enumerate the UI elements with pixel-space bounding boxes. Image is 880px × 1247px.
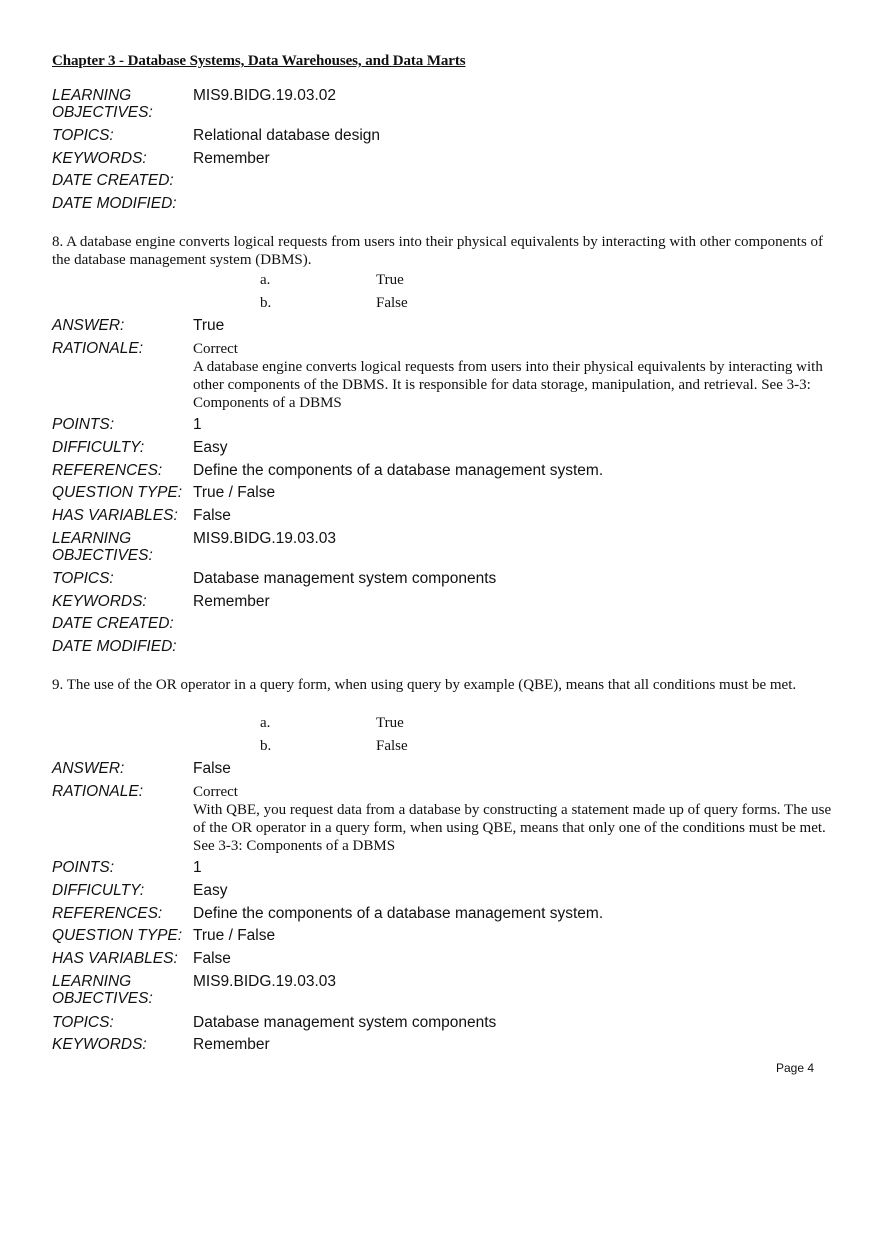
- question-8-text: 8. A database engine converts logical requests from users into their physical equivalents by interacting with other components of the database management system (DBMS).: [52, 234, 824, 268]
- rationale-label: RATIONALE:: [52, 340, 144, 357]
- option-letter: a.: [260, 715, 271, 731]
- answer-label: ANSWER:: [52, 760, 125, 777]
- learning-objectives-value: MIS9.BIDG.19.03.02: [193, 87, 337, 104]
- topics-value: Database management system components: [193, 1014, 497, 1031]
- difficulty-label: DIFFICULTY:: [52, 439, 145, 456]
- learning-objectives-label: LEARNING OBJECTIVES:: [52, 87, 153, 121]
- option-text: True: [376, 272, 404, 288]
- question-type-label: QUESTION TYPE:: [52, 484, 183, 501]
- question-9-rationale: [193, 783, 833, 855]
- answer-label: ANSWER:: [52, 317, 125, 334]
- difficulty-value: Easy: [193, 882, 228, 899]
- option-letter: b.: [260, 295, 272, 311]
- date-created-label: DATE CREATED:: [52, 172, 174, 189]
- rationale-body: With QBE, you request data from a database by constructing a statement made up of query forms. The use of the OR operator in a query form, when using QBE, means that only one of the conditions must be met. See 3-3: Components of a DBMS: [193, 802, 832, 854]
- keywords-value: Remember: [193, 593, 270, 610]
- topics-value: Relational database design: [193, 127, 380, 144]
- answer-value: True: [193, 317, 225, 334]
- rationale-label: RATIONALE:: [52, 783, 144, 800]
- learning-objectives-value: MIS9.BIDG.19.03.03: [193, 530, 337, 547]
- has-variables-value: False: [193, 507, 231, 524]
- date-created-label: DATE CREATED:: [52, 615, 174, 632]
- chapter-title: Chapter 3 - Database Systems, Data Warehouses, and Data Marts: [52, 53, 466, 69]
- topics-label: TOPICS:: [52, 570, 114, 587]
- option-letter: a.: [260, 272, 271, 288]
- option-text: False: [376, 295, 408, 311]
- question-9-text: 9. The use of the OR operator in a query form, when using query by example (QBE), means that all conditions must be met.: [52, 677, 797, 693]
- points-value: 1: [193, 416, 202, 433]
- topics-value: Database management system components: [193, 570, 497, 587]
- learning-objectives-label: LEARNING OBJECTIVES:: [52, 530, 153, 564]
- keywords-label: KEYWORDS:: [52, 593, 147, 610]
- difficulty-value: Easy: [193, 439, 228, 456]
- rationale-body: A database engine converts logical requests from users into their physical equivalents by interacting with other components of the DBMS. It is responsible for data storage, manipulation, and retrieval. See 3-3: Components of a DBMS: [193, 359, 823, 411]
- points-label: POINTS:: [52, 416, 115, 433]
- page-number: Page 4: [776, 1061, 815, 1075]
- keywords-label: KEYWORDS:: [52, 1036, 147, 1053]
- points-value: 1: [193, 859, 202, 876]
- question-8-rationale: [193, 340, 833, 412]
- has-variables-value: False: [193, 950, 231, 967]
- has-variables-label: HAS VARIABLES:: [52, 507, 178, 524]
- rationale-head: Correct: [193, 341, 238, 357]
- date-modified-label: DATE MODIFIED:: [52, 195, 177, 212]
- references-label: REFERENCES:: [52, 905, 163, 922]
- keywords-label: KEYWORDS:: [52, 150, 147, 167]
- keywords-value: Remember: [193, 150, 270, 167]
- references-label: REFERENCES:: [52, 462, 163, 479]
- option-letter: b.: [260, 738, 272, 754]
- has-variables-label: HAS VARIABLES:: [52, 950, 178, 967]
- option-text: True: [376, 715, 404, 731]
- learning-objectives-value: MIS9.BIDG.19.03.03: [193, 973, 337, 990]
- question-type-value: True / False: [193, 927, 276, 944]
- references-value: Define the components of a database management system.: [193, 905, 604, 922]
- topics-label: TOPICS:: [52, 127, 114, 144]
- references-value: Define the components of a database management system.: [193, 462, 604, 479]
- question-type-value: True / False: [193, 484, 276, 501]
- points-label: POINTS:: [52, 859, 115, 876]
- question-type-label: QUESTION TYPE:: [52, 927, 183, 944]
- answer-value: False: [193, 760, 231, 777]
- learning-objectives-label: LEARNING OBJECTIVES:: [52, 973, 153, 1007]
- option-text: False: [376, 738, 408, 754]
- difficulty-label: DIFFICULTY:: [52, 882, 145, 899]
- rationale-head: Correct: [193, 784, 238, 800]
- topics-label: TOPICS:: [52, 1014, 114, 1031]
- keywords-value: Remember: [193, 1036, 270, 1053]
- date-modified-label: DATE MODIFIED:: [52, 638, 177, 655]
